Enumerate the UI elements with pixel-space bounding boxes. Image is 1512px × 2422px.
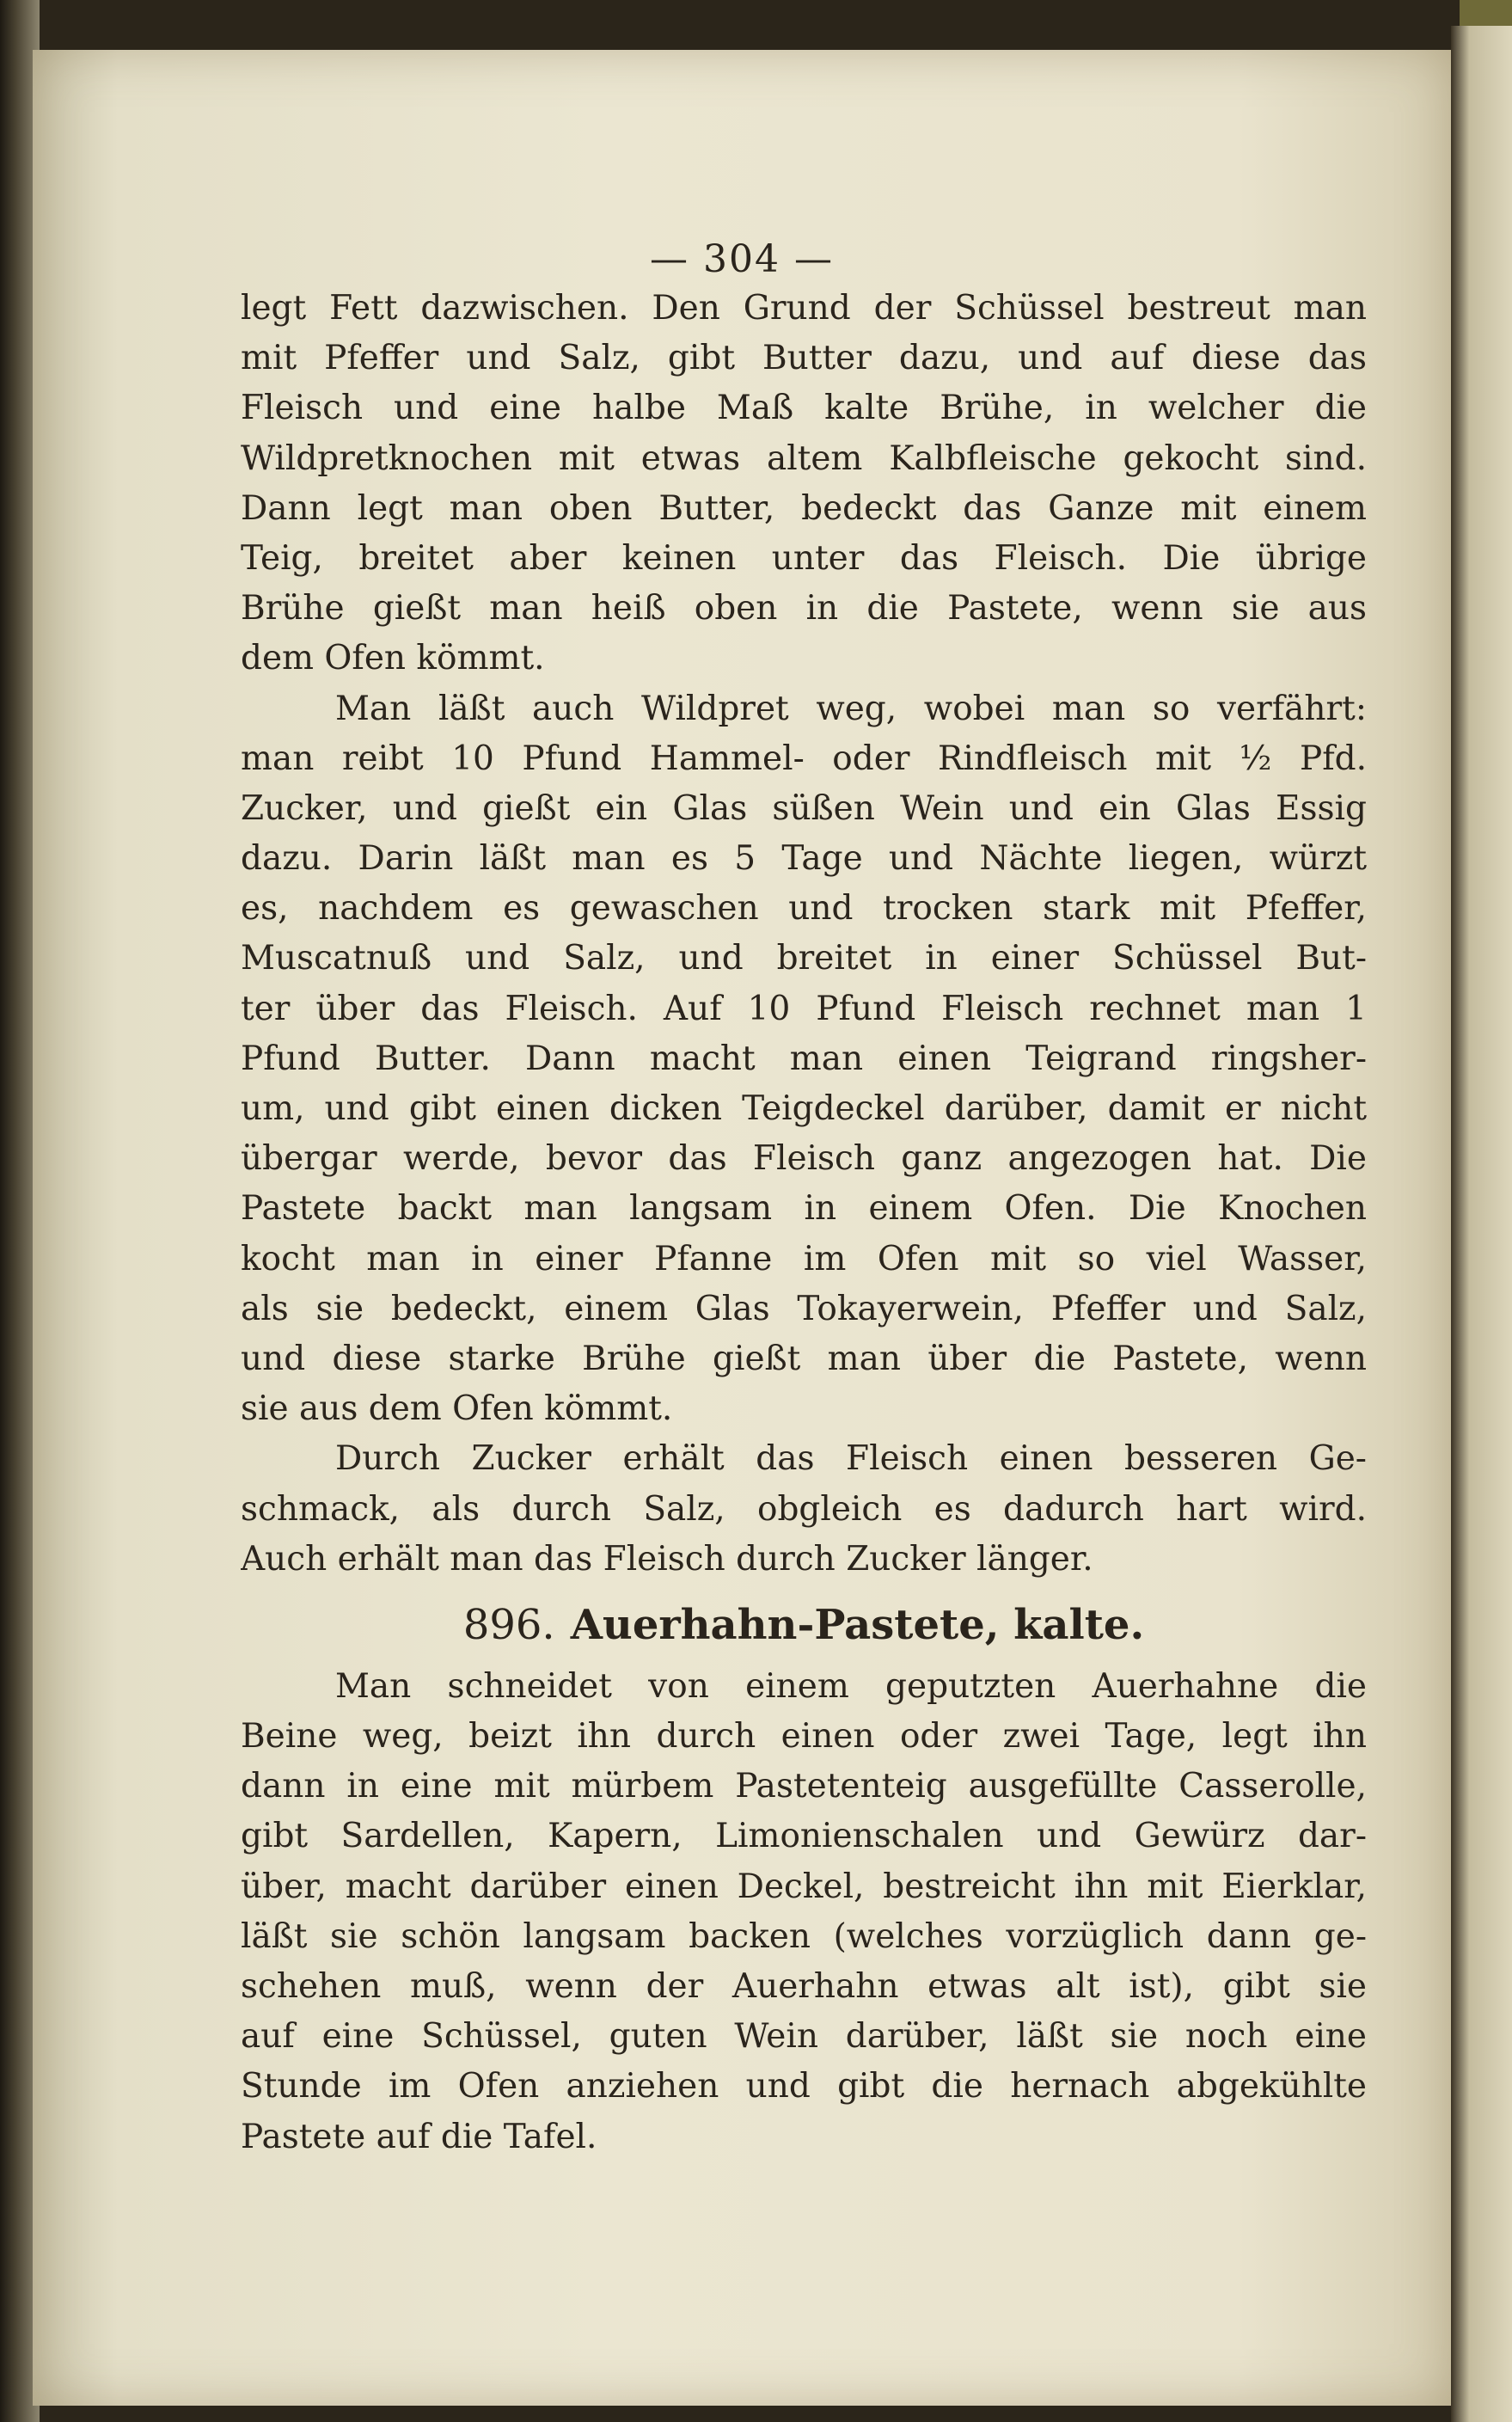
text-line: Pastete auf die Tafel. <box>241 2117 597 2156</box>
text-line: um, und gibt einen dicken Teigdeckel darüber, damit er nicht <box>241 1089 1367 1128</box>
text-line: Man läßt auch Wildpret weg, wobei man so verfährt: <box>335 689 1367 728</box>
text-line: Wildpretknochen mit etwas altem Kalbfleische gekocht sind. <box>241 438 1367 478</box>
text-line: dazu. Darin läßt man es 5 Tage und Nächte liegen, würzt <box>241 839 1367 879</box>
facing-page-edge <box>1451 26 1512 2422</box>
text-line: Zucker, und gießt ein Glas süßen Wein und ein Glas Essig <box>241 788 1367 828</box>
text-line: über, macht darüber einen Deckel, bestreicht ihn mit Eierklar, <box>241 1867 1367 1906</box>
text-line: Teig, breitet aber keinen unter das Fleisch. Die übrige <box>241 538 1367 578</box>
text-line: Pfund Butter. Dann macht man einen Teigrand ringsher- <box>241 1039 1367 1078</box>
text-line: Muscatnuß und Salz, und breitet in einer Schüssel But- <box>241 939 1367 978</box>
text-line: legt Fett dazwischen. Den Grund der Schüssel bestreut man <box>241 289 1367 328</box>
text-line: Man schneidet von einem geputzten Auerhahne die <box>335 1666 1367 1706</box>
text-line: und diese starke Brühe gießt man über die Pastete, wenn <box>241 1339 1367 1378</box>
text-line: mit Pfeffer und Salz, gibt Butter dazu, und auf diese das <box>241 339 1367 378</box>
text-line: schehen muß, wenn der Auerhahn etwas alt ist), gibt sie <box>241 1967 1367 2006</box>
text-line: Stunde im Ofen anziehen und gibt die hernach abgekühlte <box>241 2067 1367 2106</box>
text-line: als sie bedeckt, einem Glas Tokayerwein, Pfeffer und Salz, <box>241 1289 1367 1328</box>
text-line: sie aus dem Ofen kömmt. <box>241 1389 673 1429</box>
text-line: Dann legt man oben Butter, bedeckt das Ganze mit einem <box>241 488 1367 528</box>
recipe-title: Auerhahn-Pastete, kalte. <box>570 1600 1145 1649</box>
text-line: übergar werde, bevor das Fleisch ganz angezogen hat. Die <box>241 1139 1367 1179</box>
recipe-heading <box>241 1588 1367 1662</box>
text-line: Fleisch und eine halbe Maß kalte Brühe, in welcher die <box>241 389 1367 428</box>
text-line: Pastete backt man langsam in einem Ofen. Die Knochen <box>241 1189 1367 1229</box>
text-line: kocht man in einer Pfanne im Ofen mit so viel Wasser, <box>241 1239 1367 1278</box>
text-line: läßt sie schön langsam backen (welches vorzüglich dann ge- <box>241 1916 1367 1956</box>
text-line: man reibt 10 Pfund Hammel- oder Rindfleisch mit ½ Pfd. <box>241 739 1367 778</box>
text-line: dem Ofen kömmt. <box>241 639 545 678</box>
text-line: dann in eine mit mürbem Pastetenteig ausgefüllte Casserolle, <box>241 1767 1367 1806</box>
text-line: Brühe gießt man heiß oben in die Pastete, wenn sie aus <box>241 589 1367 628</box>
text-line: gibt Sardellen, Kapern, Limonienschalen und Gewürz dar- <box>241 1817 1367 1856</box>
page-body <box>241 284 1367 2162</box>
text-line: auf eine Schüssel, guten Wein darüber, läßt sie noch eine <box>241 2017 1367 2057</box>
text-line: Beine weg, beizt ihn durch einen oder zwei Tage, legt ihn <box>241 1717 1367 1757</box>
text-line: Auch erhält man das Fleisch durch Zucker länger. <box>241 1539 1093 1579</box>
text-line: Durch Zucker erhält das Fleisch einen besseren Ge- <box>335 1439 1367 1479</box>
text-line: es, nachdem es gewaschen und trocken stark mit Pfeffer, <box>241 889 1367 929</box>
text-line: schmack, als durch Salz, obgleich es dadurch hart wird. <box>241 1489 1367 1529</box>
text-line: ter über das Fleisch. Auf 10 Pfund Fleisch rechnet man 1 <box>241 989 1367 1028</box>
page-number: — 304 — <box>650 237 834 281</box>
recipe-number: 896. <box>462 1600 555 1649</box>
